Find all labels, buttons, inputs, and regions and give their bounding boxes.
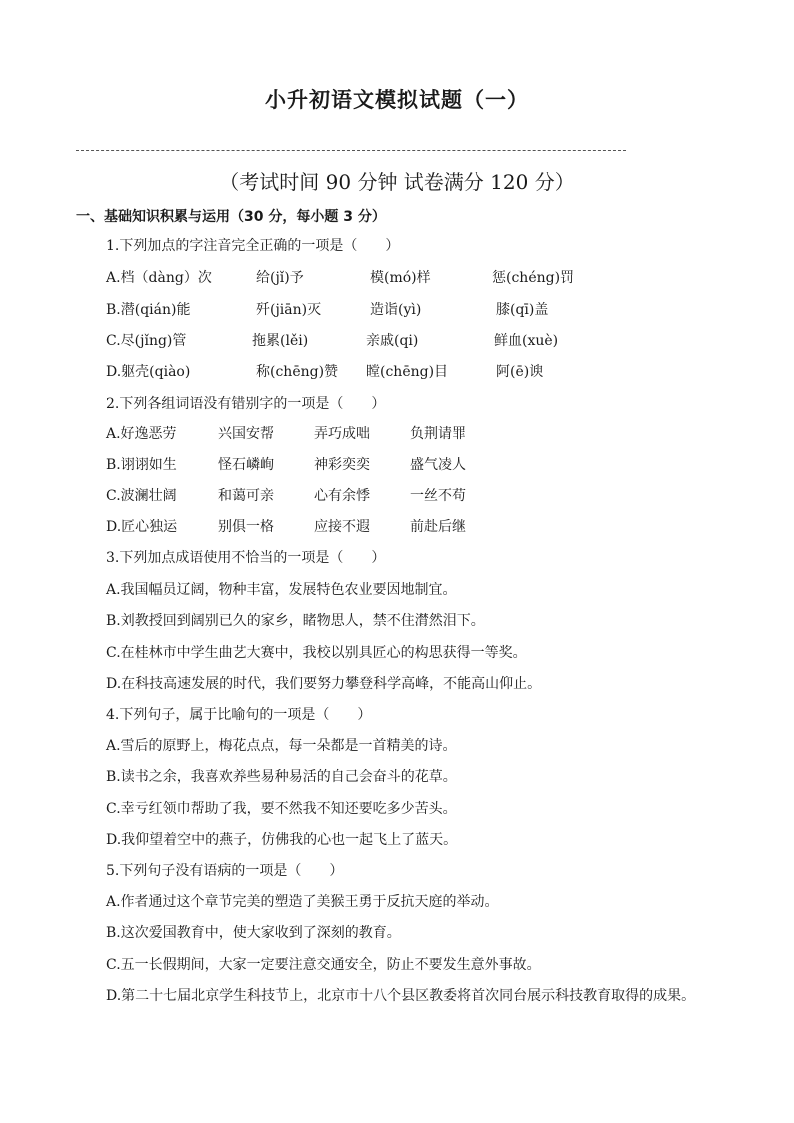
q2-a-3: 弄巧成咄 [314, 426, 370, 442]
q2-d-1: D.匠心独运 [106, 519, 178, 535]
q3-option-c: C.在桂林市中学生曲艺大赛中，我校以别具匠心的构思获得一等奖。 [106, 645, 527, 661]
q1-a-4: 惩(chéng)罚 [492, 270, 575, 286]
q1-a-3: 模(mó)样 [370, 270, 431, 286]
section-heading: 一、基础知识积累与运用（30 分，每小题 3 分） [76, 209, 386, 225]
q4-option-d: D.我仰望着空中的燕子，仿佛我的心也一起飞上了蓝天。 [106, 832, 458, 848]
exam-info: （考试时间 90 分钟 试卷满分 120 分） [219, 170, 575, 194]
title-divider [76, 150, 626, 151]
q4-option-c: C.幸亏红领巾帮助了我，要不然我不知还要吃多少苦头。 [106, 801, 457, 817]
question-4-stem: 4.下列句子，属于比喻句的一项是（ ） [106, 707, 372, 723]
q2-c-2: 和蔼可亲 [218, 488, 274, 504]
question-5-stem: 5.下列句子没有语病的一项是（ ） [106, 863, 344, 879]
q5-option-c: C.五一长假期间，大家一定要注意交通安全，防止不要发生意外事故。 [106, 957, 541, 973]
q1-d-4: 阿(ē)谀 [496, 364, 544, 380]
question-3-stem: 3.下列加点成语使用不恰当的一项是（ ） [106, 550, 386, 566]
q4-option-b: B.读书之余，我喜欢养些易种易活的自己会奋斗的花草。 [106, 769, 457, 785]
q1-c-3: 亲戚(qi) [366, 333, 419, 349]
q2-a-2: 兴国安帮 [218, 426, 274, 442]
q2-c-3: 心有余悸 [314, 488, 370, 504]
q3-option-b: B.刘教授回到阔别已久的家乡，睹物思人，禁不住潸然泪下。 [106, 613, 485, 629]
q3-option-d: D.在科技高速发展的时代，我们要努力攀登科学高峰，不能高山仰止。 [106, 676, 542, 692]
q5-option-d: D.第二十七届北京学生科技节上，北京市十八个县区教委将首次同台展示科技教育取得的成果。 [106, 988, 696, 1004]
q2-a-1: A.好逸恶劳 [106, 426, 177, 442]
q1-a-2: 给(jǐ)予 [256, 270, 304, 286]
page-title: 小升初语文模拟试题（一） [265, 88, 529, 112]
q5-option-a: A.作者通过这个章节完美的塑造了美猴王勇于反抗天庭的举动。 [106, 894, 499, 910]
question-2-stem: 2.下列各组词语没有错别字的一项是（ ） [106, 396, 386, 412]
q1-b-3: 造诣(yì) [370, 302, 422, 318]
q1-c-4: 鲜血(xuè) [494, 333, 559, 349]
q4-option-a: A.雪后的原野上，梅花点点，每一朵都是一首精美的诗。 [106, 738, 457, 754]
q2-b-2: 怪石嶙峋 [218, 457, 274, 473]
q1-b-1: B.潜(qián)能 [106, 302, 191, 318]
q1-a-1: A.档（dàng）次 [106, 270, 212, 286]
q3-option-a: A.我国幅员辽阔，物种丰富，发展特色农业要因地制宜。 [106, 582, 457, 598]
q2-b-4: 盛气凌人 [410, 457, 466, 473]
q2-d-3: 应接不遐 [314, 519, 370, 535]
q1-b-2: 歼(jiān)灭 [256, 302, 322, 318]
q2-b-1: B.诩诩如生 [106, 457, 177, 473]
q1-b-4: 膝(qī)盖 [496, 302, 549, 318]
q2-b-3: 神彩奕奕 [314, 457, 370, 473]
q2-d-4: 前赴后继 [410, 519, 466, 535]
q1-d-2: 称(chēng)赞 [256, 364, 339, 380]
q1-c-2: 拖累(lěi) [252, 333, 309, 349]
q2-c-4: 一丝不苟 [410, 488, 466, 504]
q5-option-b: B.这次爱国教育中，使大家收到了深刻的教育。 [106, 925, 401, 941]
q1-d-3: 瞠(chēng)目 [366, 364, 449, 380]
q1-c-1: C.尽(jǐng)管 [106, 333, 187, 349]
q2-d-2: 别俱一格 [218, 519, 274, 535]
q2-a-4: 负荆请罪 [410, 426, 466, 442]
question-1-stem: 1.下列加点的字注音完全正确的一项是（ ） [106, 238, 400, 254]
q1-d-1: D.躯壳(qiào) [106, 364, 191, 380]
q2-c-1: C.波澜壮阔 [106, 488, 177, 504]
